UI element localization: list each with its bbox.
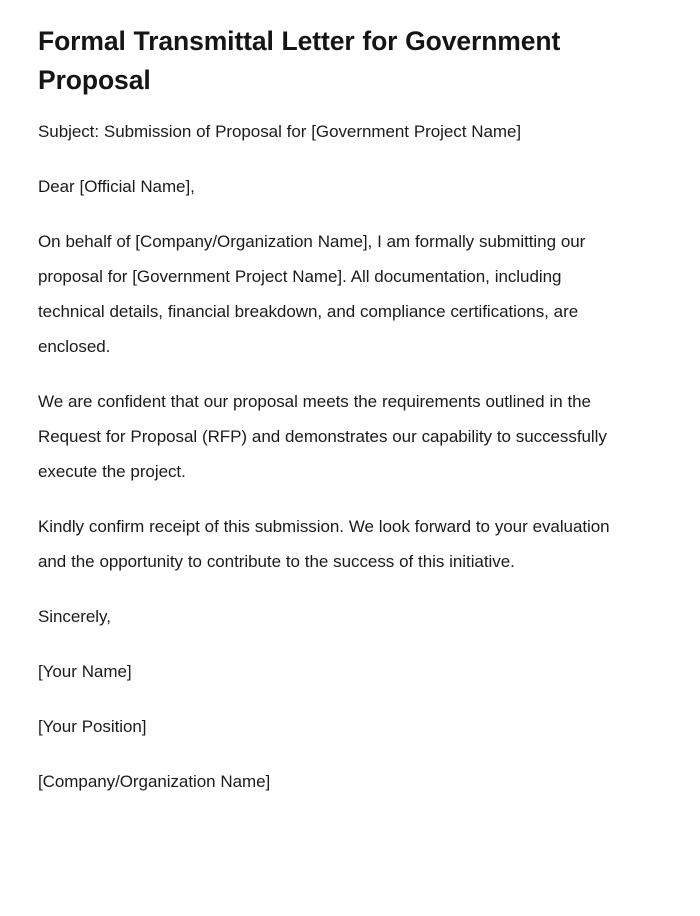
signature-position: [Your Position]: [38, 717, 147, 736]
paragraph-submission-intro: On behalf of [Company/Organization Name], I am formally submitting our proposal for [Government Project Name]. All documentation, including technical details, financial breakdown, and compliance certifications, are enclosed.: [38, 232, 586, 356]
paragraph-closing: Sincerely,: [38, 607, 111, 626]
paragraph-receipt-request: Kindly confirm receipt of this submission. We look forward to your evaluation and the opportunity to contribute to the success of this initiative.: [38, 517, 610, 571]
page-title: Formal Transmittal Letter for Government Proposal: [38, 26, 561, 95]
signature-name: [Your Name]: [38, 662, 132, 681]
paragraph-subject: Subject: Submission of Proposal for [Government Project Name]: [38, 122, 522, 141]
letter-body: [38, 114, 624, 799]
paragraph-confidence-statement: We are confident that our proposal meets the requirements outlined in the Request for Proposal (RFP) and demonstrates our capability to successfully execute the project.: [38, 392, 607, 481]
signature-organization: [Company/Organization Name]: [38, 772, 271, 791]
paragraph-salutation: Dear [Official Name],: [38, 177, 195, 196]
